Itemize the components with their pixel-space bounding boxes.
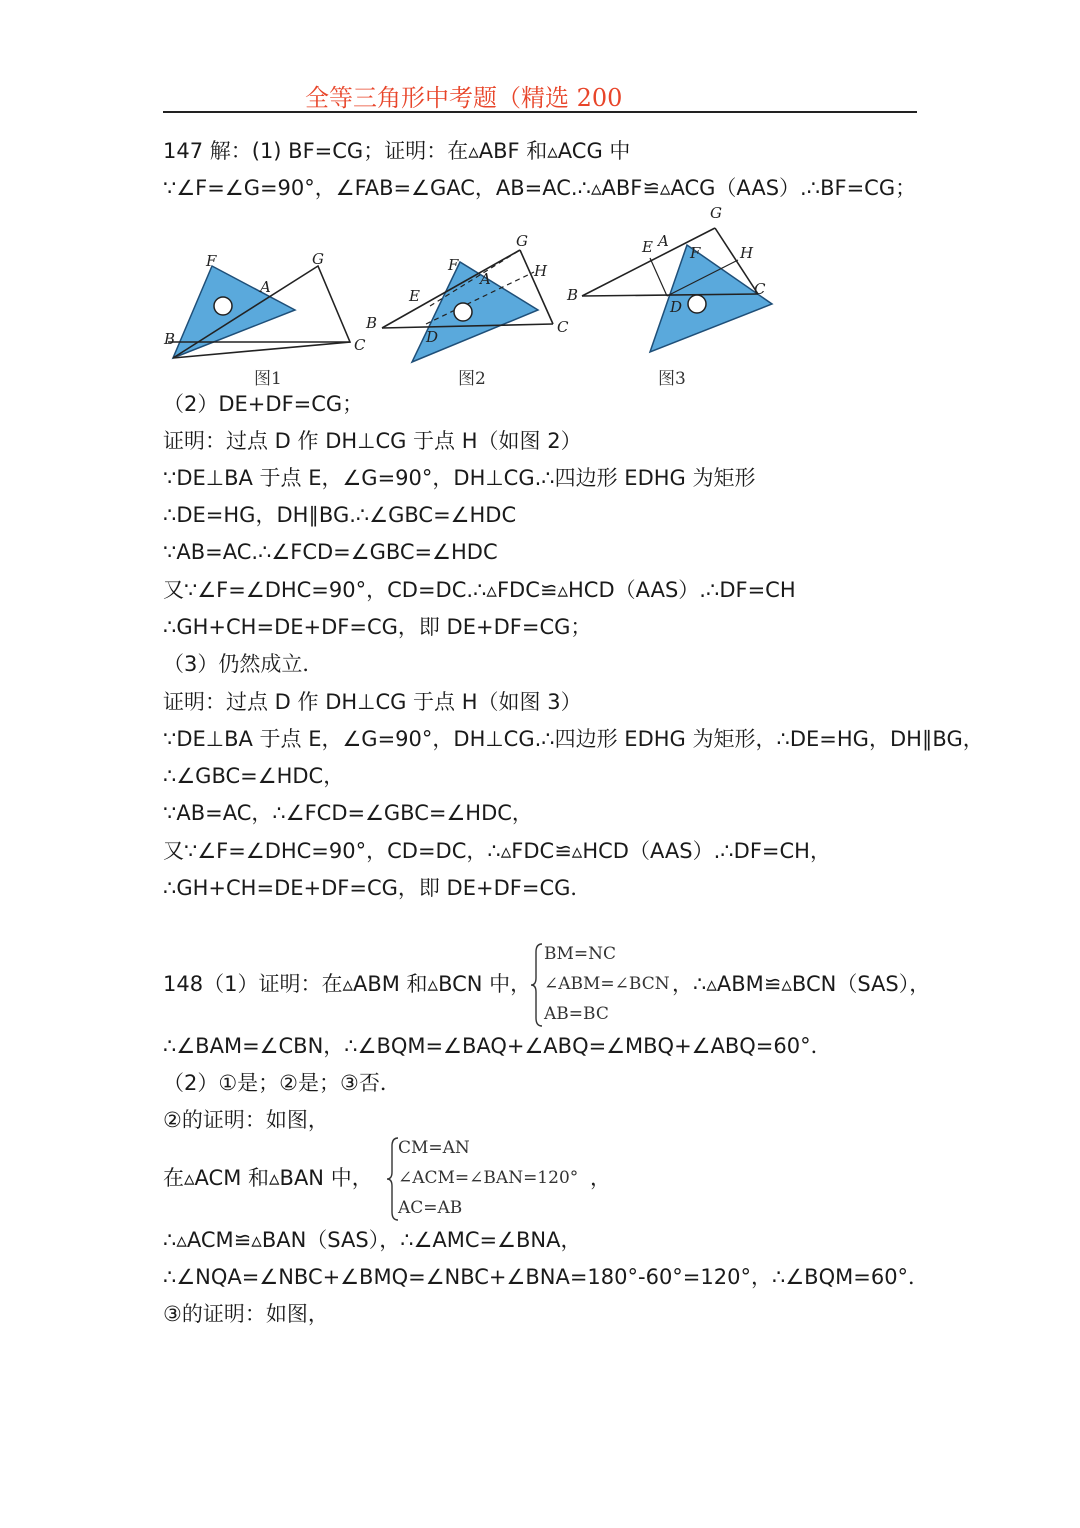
hole-circle [454,303,472,321]
label-C: C [754,280,766,298]
left-brace [530,942,544,1028]
label-G: G [312,250,324,268]
text-line: 又∵∠F=∠DHC=90°，CD=DC，∴▵FDC≌▵HCD（AAS）.∴DF=CH， [163,839,831,863]
shaded-triangle [412,262,538,362]
text-line: ∵∠F=∠G=90°，∠FAB=∠GAC，AB=AC.∴▵ABF≌▵ACG（AAS）.∴BF=CG； [163,176,917,200]
text-line: ∵AB=AC.∴∠FCD=∠GBC=∠HDC [163,540,498,564]
label-A: A [658,232,669,250]
label-F: F [690,244,701,262]
text-line: ∴GH+CH=DE+DF=CG，即 DE+DF=CG； [163,615,592,639]
text-line: 又∵∠F=∠DHC=90°，CD=DC.∴▵FDC≌▵HCD（AAS）.∴DF=CH [163,578,796,602]
text-line: 147 解：(1) BF=CG；证明：在▵ABF 和▵ACG 中 [163,139,631,163]
equation-row: CM=AN [398,1138,470,1158]
text-line: ∵DE⊥BA 于点 E，∠G=90°，DH⊥CG.∴四边形 EDHG 为矩形，∴DE=HG，DH∥BG， [163,727,984,751]
figure-caption: 图1 [254,369,282,389]
text-line: 148（1）证明：在▵ABM 和▵BCN 中， [163,972,532,996]
label-B: B [366,314,378,332]
geometry-figures [160,200,780,370]
text-line: ∴∠BAM=∠CBN，∴∠BQM=∠BAQ+∠ABQ=∠MBQ+∠ABQ=60°． [163,1034,832,1058]
shaded-triangle [650,245,772,352]
label-B: B [164,330,176,348]
header-rule [163,111,917,113]
document-header-title: 全等三角形中考题（精选 200 [305,84,623,112]
text-line: ∴GH+CH=DE+DF=CG，即 DE+DF=CG． [163,876,592,900]
text-line: 在▵ACM 和▵BAN 中， [163,1166,373,1190]
equation-row: ∠ACM=∠BAN=120° [398,1168,579,1188]
figure-3 [566,204,772,352]
label-D: D [426,328,439,346]
label-E: E [409,287,420,305]
equation-row: AC=AB [398,1198,463,1218]
label-F: F [448,256,459,274]
text-line: 证明：过点 D 作 DH⊥CG 于点 H（如图 3） [163,690,582,714]
figure-2 [365,232,569,362]
text-line: ∴∠GBC=∠HDC， [163,764,345,788]
text-line: ③的证明：如图， [163,1302,329,1326]
text-line: ∵DE⊥BA 于点 E，∠G=90°，DH⊥CG.∴四边形 EDHG 为矩形 [163,466,756,490]
label-H: H [534,262,548,280]
hole-circle [688,295,706,313]
text-line: ∴▵ACM≌▵BAN（SAS），∴∠AMC=∠BNA， [163,1228,582,1252]
label-A: A [260,278,271,296]
figure-caption: 图2 [458,369,486,389]
label-D: D [670,298,683,316]
text-line: ∴DE=HG，DH∥BG.∴∠GBC=∠HDC [163,503,517,527]
text-line: （2）DE+DF=CG； [163,392,364,416]
label-G: G [516,232,528,250]
label-A: A [480,270,491,288]
text-line: ②的证明：如图， [163,1108,329,1132]
equation-row: AB=BC [544,1004,609,1024]
text-line: （3）仍然成立． [163,652,324,676]
text-line: ， [590,1166,611,1190]
figure-1 [163,250,366,358]
equation-system [530,942,670,1028]
label-F: F [206,252,217,270]
shaded-triangle [173,266,295,358]
text-line: ∴∠NQA=∠NBC+∠BMQ=∠NBC+∠BNA=180°-60°=120°，∴∠BQM=60°． [163,1265,930,1289]
text-line: ，∴▵ABM≌▵BCN（SAS）， [672,972,931,996]
label-H: H [740,244,754,262]
label-C: C [557,318,569,336]
figure-caption: 图3 [658,369,686,389]
label-G: G [710,204,722,222]
equation-system [386,1136,596,1222]
label-E: E [642,238,653,256]
text-line: 证明：过点 D 作 DH⊥CG 于点 H（如图 2） [163,429,582,453]
hole-circle [214,297,232,315]
label-B: B [567,286,579,304]
text-line: （2）①是；②是；③否． [163,1071,401,1095]
text-line: ∵AB=AC，∴∠FCD=∠GBC=∠HDC， [163,801,533,825]
label-C: C [354,336,366,354]
equation-row: BM=NC [544,944,617,964]
equation-row: ∠ABM=∠BCN [544,974,670,994]
